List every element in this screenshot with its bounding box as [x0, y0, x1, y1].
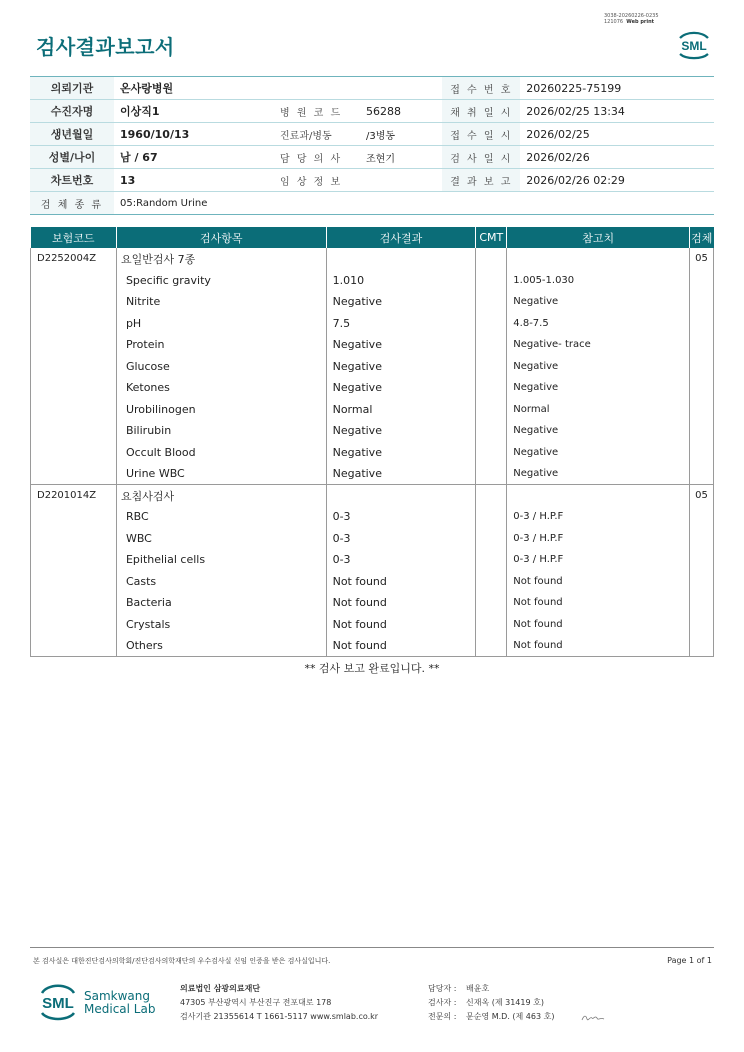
test-ref: 1.005-1.030	[507, 270, 690, 292]
table-row	[31, 506, 714, 528]
birth-value: 1960/10/13	[114, 123, 274, 146]
report-date-value: 2026/02/26 02:29	[520, 169, 714, 192]
table-row	[31, 592, 714, 614]
col-ref-header: 참고치	[507, 227, 690, 248]
manager-label: 담당자 :	[428, 984, 457, 993]
test-item: Urine WBC	[116, 463, 326, 485]
group-row	[31, 248, 714, 270]
doctor-value: 조현기	[360, 146, 442, 169]
test-date-value: 2026/02/26	[520, 146, 714, 169]
staff-info	[428, 982, 554, 1024]
test-ref: Negative- trace	[507, 334, 690, 356]
test-item: Urobilinogen	[116, 399, 326, 421]
group-spec: 05	[690, 485, 714, 507]
footer-divider	[30, 947, 714, 948]
info-row	[30, 123, 714, 146]
table-row	[31, 291, 714, 313]
col-code-header: 보험코드	[31, 227, 117, 248]
table-row	[31, 377, 714, 399]
info-row	[30, 77, 714, 100]
test-ref: Negative	[507, 291, 690, 313]
test-result: 0-3	[326, 528, 476, 550]
table-row	[31, 442, 714, 464]
report-complete-text: ** 검사 보고 완료입니다. **	[304, 662, 440, 675]
col-cmt-header: CMT	[476, 227, 507, 248]
sml-logo-icon	[674, 26, 714, 62]
table-row	[31, 549, 714, 571]
test-result: Negative	[326, 420, 476, 442]
test-ref: Negative	[507, 442, 690, 464]
chart-no-value: 13	[114, 169, 274, 192]
test-item: WBC	[116, 528, 326, 550]
clinical-value	[360, 169, 442, 192]
organization-info	[180, 982, 378, 1024]
lab-name-line1: Samkwang	[84, 989, 150, 1003]
page-number: Page 1 of 1	[667, 956, 712, 965]
info-row	[30, 146, 714, 169]
table-row	[31, 420, 714, 442]
test-item: Specific gravity	[116, 270, 326, 292]
col-spec-header: 검체	[690, 227, 714, 248]
test-item: Glucose	[116, 356, 326, 378]
print-code-line1: 3038-20260226-0235	[604, 13, 659, 19]
dept-value: /3병동	[360, 123, 442, 146]
test-item: Occult Blood	[116, 442, 326, 464]
test-ref: 4.8-7.5	[507, 313, 690, 335]
collect-date-value: 2026/02/25 13:34	[520, 100, 714, 123]
test-result: Not found	[326, 635, 476, 657]
info-row	[30, 169, 714, 192]
test-result: Negative	[326, 356, 476, 378]
test-item: Ketones	[116, 377, 326, 399]
test-ref: Negative	[507, 463, 690, 485]
lab-name	[84, 990, 155, 1016]
receipt-no-value: 20260225-75199	[520, 77, 714, 100]
test-ref: Normal	[507, 399, 690, 421]
signature-icon	[580, 1012, 606, 1024]
test-ref: Not found	[507, 571, 690, 593]
test-result: 0-3	[326, 506, 476, 528]
test-date-label: 검 사 일 시	[442, 146, 520, 169]
receipt-no-label: 접 수 번 호	[442, 77, 520, 100]
specialist-label: 전문의 :	[428, 1012, 457, 1021]
page-title: 검사결과보고서	[36, 35, 175, 59]
hospital-code-label: 병 원 코 드	[274, 100, 360, 123]
collect-date-label: 채 취 일 시	[442, 100, 520, 123]
patient-value: 이상직1	[114, 100, 274, 123]
group-code: D2252004Z	[31, 248, 117, 270]
group-spec: 05	[690, 248, 714, 270]
doctor-label: 담 당 의 사	[274, 146, 360, 169]
test-ref: Negative	[507, 356, 690, 378]
hospital-code-value: 56288	[360, 100, 442, 123]
test-item: RBC	[116, 506, 326, 528]
specimen-value: 05:Random Urine	[114, 192, 714, 215]
test-result: Not found	[326, 592, 476, 614]
patient-label: 수진자명	[30, 100, 114, 123]
test-result: 1.010	[326, 270, 476, 292]
group-name: 요일반검사 7종	[116, 248, 326, 270]
request-org-label: 의뢰기관	[30, 77, 114, 100]
test-result: Not found	[326, 571, 476, 593]
table-row	[31, 614, 714, 636]
tester-value: 신재옥 (제 31419 호)	[466, 998, 544, 1007]
test-ref: Negative	[507, 377, 690, 399]
group-row	[31, 485, 714, 507]
print-code	[604, 13, 659, 25]
dept-label: 진료과/병동	[274, 123, 360, 146]
results-header-row	[31, 227, 714, 248]
test-result: Negative	[326, 442, 476, 464]
table-row	[31, 571, 714, 593]
report-date-label: 결 과 보 고	[442, 169, 520, 192]
certification-text: 본 검사실은 대한진단검사의학회/진단검사의학재단의 우수검사실 신임 인증을 받은 검사실입니다.	[33, 957, 331, 965]
test-result: 0-3	[326, 549, 476, 571]
table-row	[31, 313, 714, 335]
print-code-line2: 121076	[604, 19, 624, 25]
test-result: Negative	[326, 334, 476, 356]
test-result: Negative	[326, 291, 476, 313]
test-result: Normal	[326, 399, 476, 421]
table-row	[31, 399, 714, 421]
specimen-label: 검 체 종 류	[30, 192, 114, 215]
group-code: D2201014Z	[31, 485, 117, 507]
test-ref: 0-3 / H.P.F	[507, 528, 690, 550]
org-name: 의료법인 삼광의료재단	[180, 984, 261, 993]
col-item-header: 검사항목	[116, 227, 326, 248]
patient-info-table	[30, 76, 714, 215]
clinical-label: 임 상 정 보	[274, 169, 360, 192]
receipt-date-label: 접 수 일 시	[442, 123, 520, 146]
chart-no-label: 차트번호	[30, 169, 114, 192]
manager-value: 배윤호	[466, 984, 490, 993]
test-item: Crystals	[116, 614, 326, 636]
lab-name-line2: Medical Lab	[84, 1002, 156, 1016]
tester-label: 검사자 :	[428, 998, 457, 1007]
col-result-header: 검사결과	[326, 227, 476, 248]
sex-age-value: 남 / 67	[114, 146, 274, 169]
test-item: Protein	[116, 334, 326, 356]
birth-label: 생년월일	[30, 123, 114, 146]
test-ref: Not found	[507, 592, 690, 614]
web-print-label: Web print	[626, 19, 655, 25]
test-ref: Not found	[507, 614, 690, 636]
results-table	[30, 227, 714, 657]
test-item: Nitrite	[116, 291, 326, 313]
test-result: Negative	[326, 377, 476, 399]
table-row	[31, 528, 714, 550]
test-result: Negative	[326, 463, 476, 485]
test-item: Epithelial cells	[116, 549, 326, 571]
test-result: 7.5	[326, 313, 476, 335]
test-item: Bilirubin	[116, 420, 326, 442]
test-result: Not found	[326, 614, 476, 636]
sml-logo-icon	[36, 980, 80, 1024]
table-row	[31, 635, 714, 657]
test-item: pH	[116, 313, 326, 335]
test-ref: Negative	[507, 420, 690, 442]
request-org-value: 온사랑병원	[114, 77, 442, 100]
specialist-value: 문순영 M.D. (제 463 호)	[466, 1012, 555, 1021]
receipt-date-value: 2026/02/25	[520, 123, 714, 146]
table-row	[31, 356, 714, 378]
test-item: Bacteria	[116, 592, 326, 614]
test-ref: 0-3 / H.P.F	[507, 506, 690, 528]
test-item: Casts	[116, 571, 326, 593]
info-row	[30, 100, 714, 123]
test-ref: 0-3 / H.P.F	[507, 549, 690, 571]
table-row	[31, 463, 714, 485]
table-row	[31, 270, 714, 292]
sml-logo-text: SML	[42, 995, 74, 1012]
info-row	[30, 192, 714, 215]
org-contact: 검사기관 21355614 T 1661-5117 www.smlab.co.kr	[180, 1012, 379, 1021]
org-address: 47305 부산광역시 부산진구 전포대로 178	[180, 998, 332, 1007]
table-row	[31, 334, 714, 356]
group-name: 요침사검사	[116, 485, 326, 507]
sex-age-label: 성별/나이	[30, 146, 114, 169]
sml-logo-text: SML	[681, 39, 707, 53]
test-item: Others	[116, 635, 326, 657]
test-ref: Not found	[507, 635, 690, 657]
